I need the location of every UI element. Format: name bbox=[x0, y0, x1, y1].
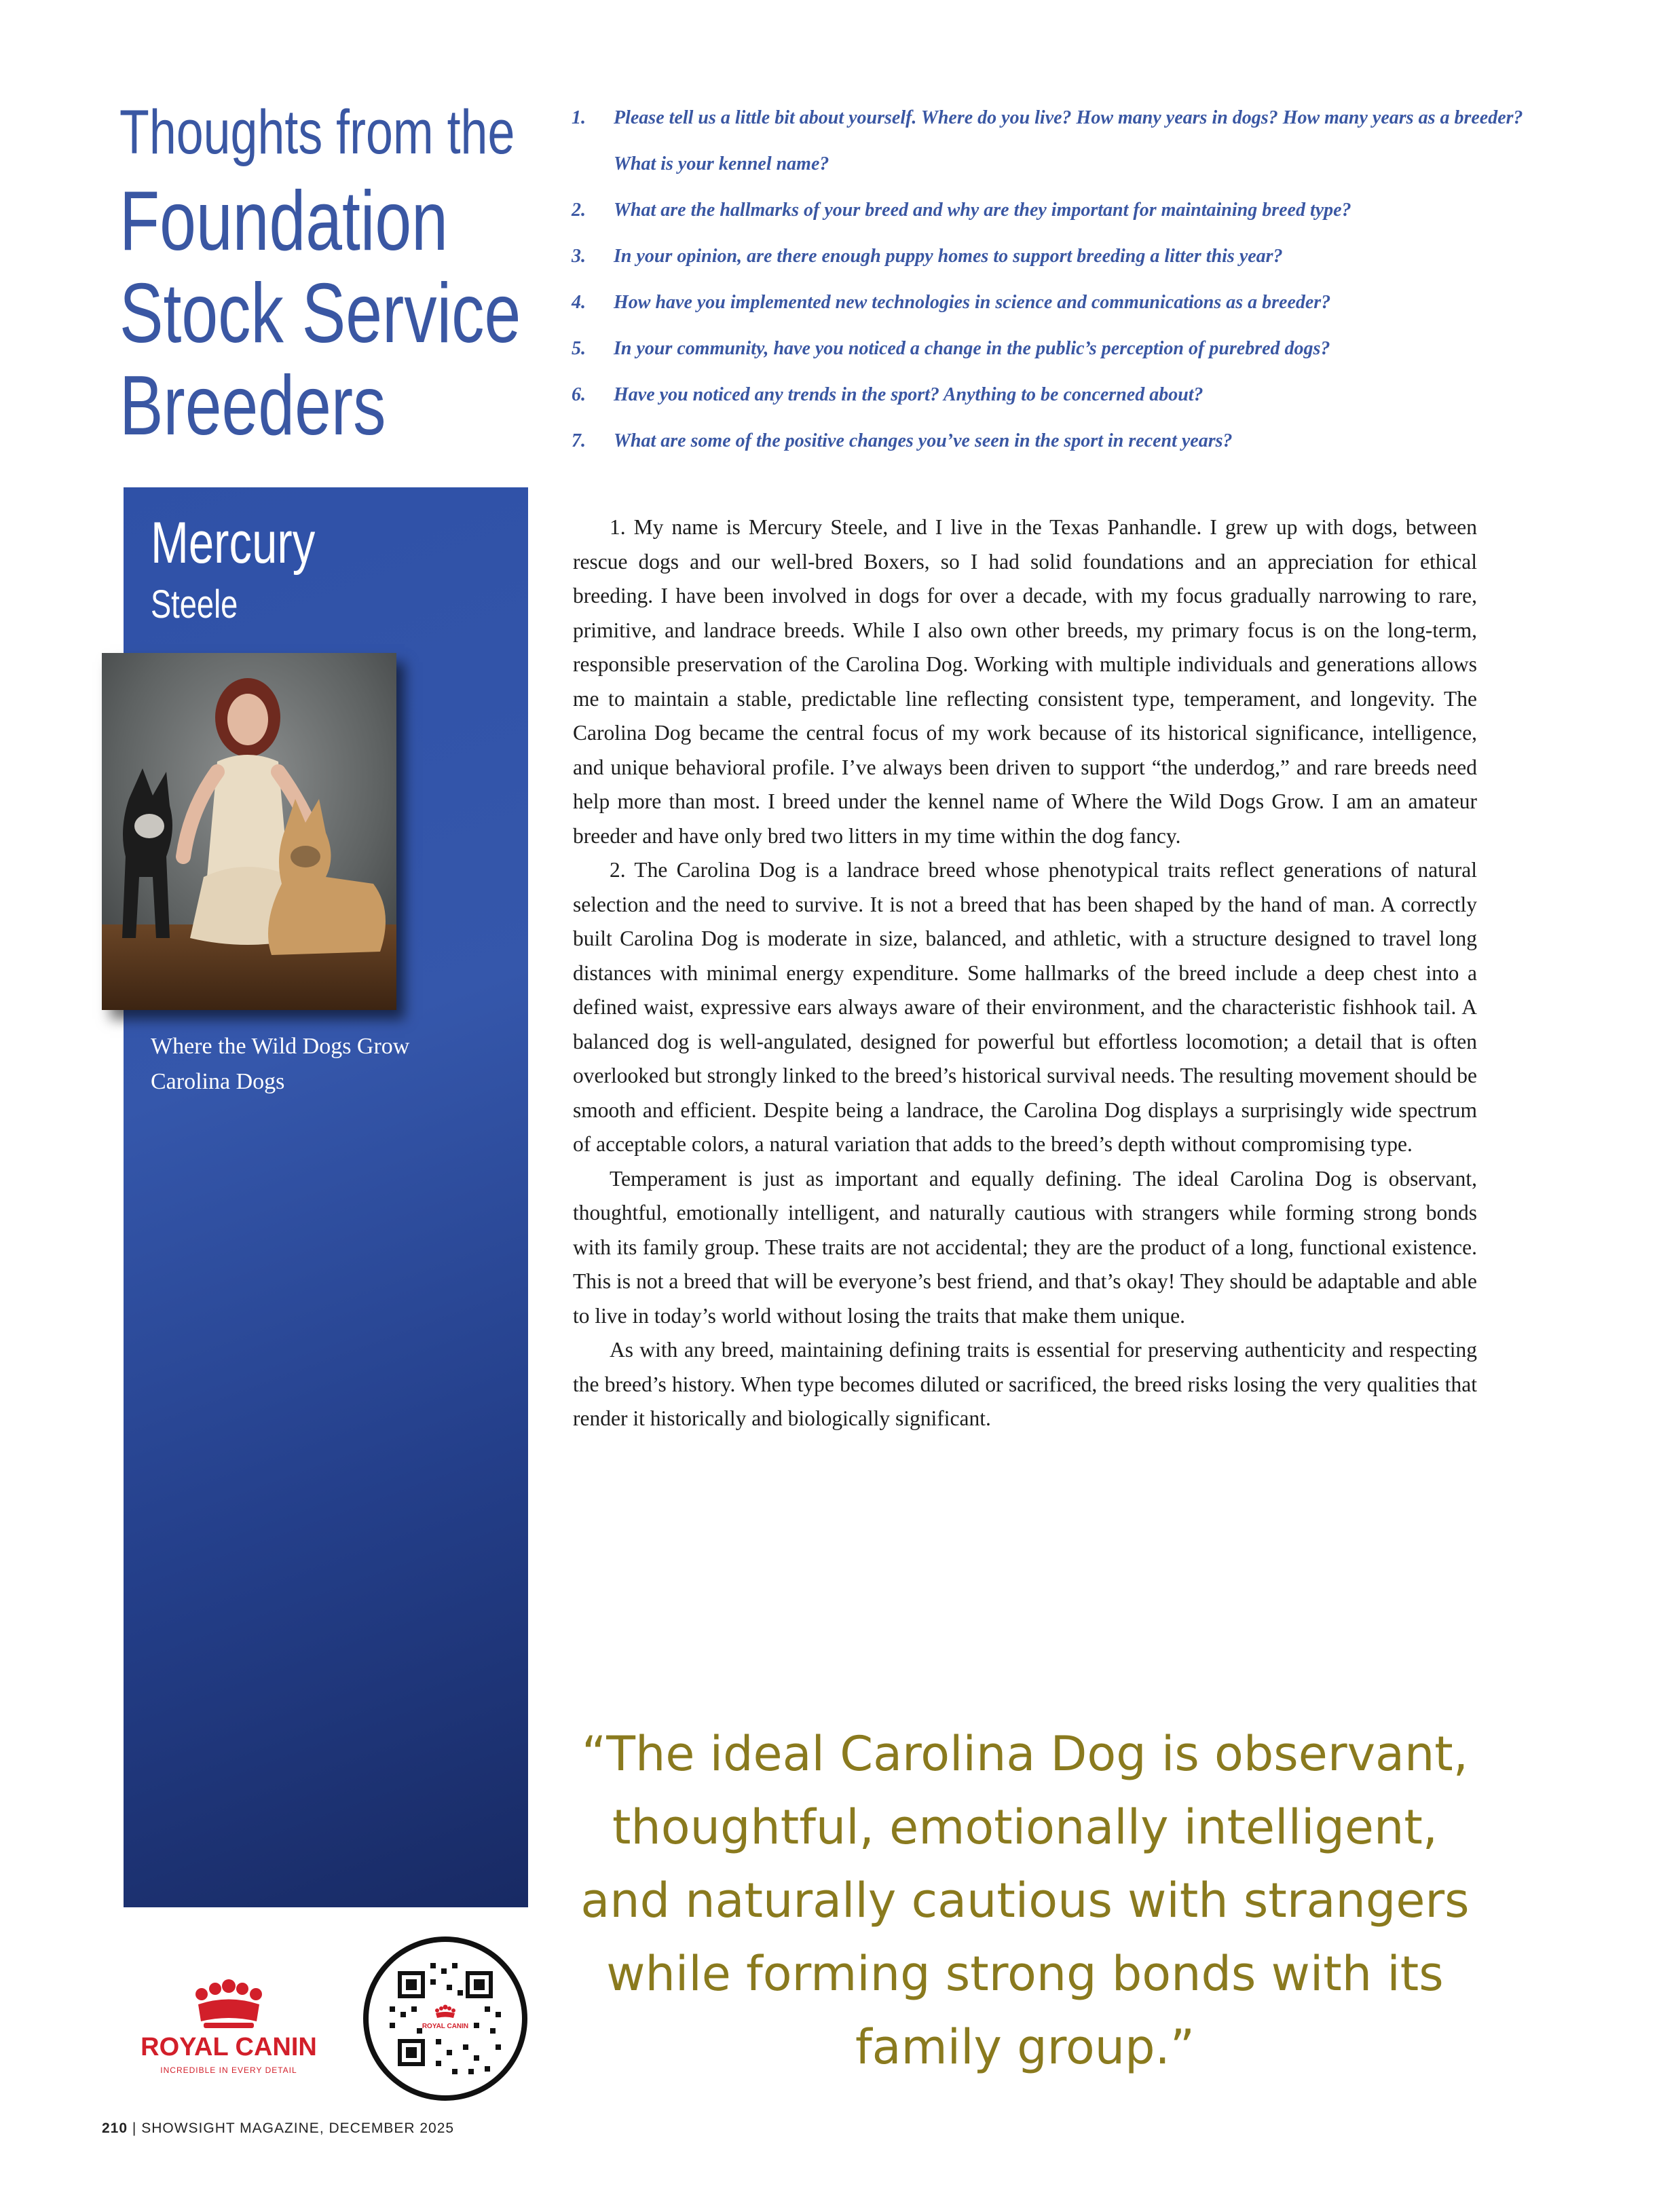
question-item bbox=[572, 233, 1549, 280]
pull-quote: “The ideal Carolina Dog is observant, thoughtful, emotionally intelligent, and naturally cautious with strangers while forming strong bonds with its family group.” bbox=[580, 1726, 1470, 2075]
question-text: In your opinion, are there enough puppy homes to support breeding a litter this year? bbox=[614, 246, 1283, 267]
qr-code[interactable] bbox=[362, 1936, 528, 2101]
breeder-last-name: Steele bbox=[151, 582, 238, 626]
question-number: 7. bbox=[572, 430, 586, 451]
question-item bbox=[572, 95, 1549, 187]
answer-paragraph-2: 2. The Carolina Dog is a landrace breed whose phenotypical traits reflect generations of natural selection and the need to survive. It is not a breed that has been shaped by the hand of man. A correctly built Carolina Dog is moderate in size, balanced, and athletic, with a structure designed to travel long distances with minimal energy expenditure. Some hallmarks of the breed include a deep chest into a defined waist, expressive ears always aware of their environment, and the characteristic fishhook tail. A balanced dog is well-angulated, designed for powerful but effortless locomotion; a detail that is often overlooked but strongly linked to the breed’s historical survival needs. The resulting movement should be smooth and efficient. Despite being a landrace, the Carolina Dog displays a surprisingly wide spectrum of acceptable colors, a natural variation that adds to the breed’s depth without compromising type. bbox=[573, 858, 1477, 1156]
brand-name: ROYAL CANIN bbox=[141, 2033, 317, 2061]
question-text: How have you implemented new technologies in science and communications as a breeder? bbox=[614, 292, 1331, 313]
question-number: 1. bbox=[572, 107, 586, 128]
title-line-4: Breeders bbox=[119, 359, 386, 453]
question-text: Please tell us a little bit about yourself. Where do you live? How many years in dogs? How many years as a breeder? What is your kennel name? bbox=[614, 107, 1523, 174]
breeder-first-name: Mercury bbox=[151, 510, 316, 576]
footer-separator: | bbox=[132, 2120, 142, 2136]
question-number: 2. bbox=[572, 200, 586, 221]
page-footer bbox=[102, 2120, 454, 2137]
answer-paragraph-4: As with any breed, maintaining defining traits is essential for preserving authenticity and respecting the breed’s history. When type becomes diluted or sacrificed, the breed risks losing the very qualities that render it historically and biologically significant. bbox=[573, 1338, 1477, 1430]
question-number: 5. bbox=[572, 338, 586, 359]
title-line-2: Foundation bbox=[119, 174, 448, 268]
title-line-3: Stock Service bbox=[119, 267, 521, 360]
kennel-name: Where the Wild Dogs Grow bbox=[151, 1034, 410, 1059]
question-number: 4. bbox=[572, 292, 586, 313]
question-item bbox=[572, 280, 1549, 326]
question-text: Have you noticed any trends in the sport? Anything to be concerned about? bbox=[614, 384, 1203, 405]
question-number: 6. bbox=[572, 384, 586, 405]
publication-name: SHOWSIGHT MAGAZINE, DECEMBER 2025 bbox=[141, 2120, 455, 2136]
page-title bbox=[119, 95, 521, 453]
question-number: 3. bbox=[572, 246, 586, 267]
question-text: What are the hallmarks of your breed and why are they important for maintaining breed type? bbox=[614, 200, 1351, 221]
question-item bbox=[572, 372, 1549, 418]
question-item bbox=[572, 187, 1549, 233]
qr-brand-label: ROYAL CANIN bbox=[422, 2023, 469, 2030]
question-item bbox=[572, 418, 1549, 464]
question-item bbox=[572, 326, 1549, 372]
question-text: What are some of the positive changes you’ve seen in the sport in recent years? bbox=[614, 430, 1233, 451]
page-number: 210 bbox=[102, 2120, 128, 2136]
royal-canin-logo bbox=[124, 1974, 334, 2082]
question-list bbox=[572, 95, 1549, 464]
title-line-1: Thoughts from the bbox=[119, 98, 515, 167]
kennel-caption bbox=[151, 1029, 504, 1100]
article-body bbox=[573, 510, 1477, 1436]
answer-paragraph-1: 1. My name is Mercury Steele, and I live in the Texas Panhandle. I grew up with dogs, between rescue dogs and our well-bred Boxers, so I had solid foundations and an appreciation for ethical breeding. I have been involved in dogs for over a decade, with my focus gradually narrowing to rare, primitive, and landrace breeds. While I also own other breeds, my primary focus is on the long-term, responsible preservation of the Carolina Dog. Working with multiple individuals and generations allows me to maintain a stable, predictable line reflecting consistent type, temperament, and longevity. The Carolina Dog became the central focus of my work because of its historical significance, intelligence, and unique behavioral profile. I’ve always been driven to support “the underdog,” and rare breeds need help more than most. I breed under the kennel name of Where the Wild Dogs Grow. I am an amateur breeder and have only bred two litters in my time within the dog fancy. bbox=[573, 515, 1477, 848]
breed-name: Carolina Dogs bbox=[151, 1069, 285, 1094]
question-text: In your community, have you noticed a change in the public’s perception of purebred dogs? bbox=[614, 338, 1330, 359]
brand-tagline: INCREDIBLE IN EVERY DETAIL bbox=[160, 2065, 297, 2075]
breeder-photo bbox=[102, 653, 396, 1010]
answer-paragraph-3: Temperament is just as important and equally defining. The ideal Carolina Dog is observant, thoughtful, emotionally intelligent, and naturally cautious with strangers while forming strong bonds with its family group. These traits are not accidental; they are the product of a long, functional existence. This is not a breed that will be everyone’s best friend, and that’s okay! They should be adaptable and able to live in today’s world without losing the traits that make them unique. bbox=[573, 1166, 1477, 1328]
